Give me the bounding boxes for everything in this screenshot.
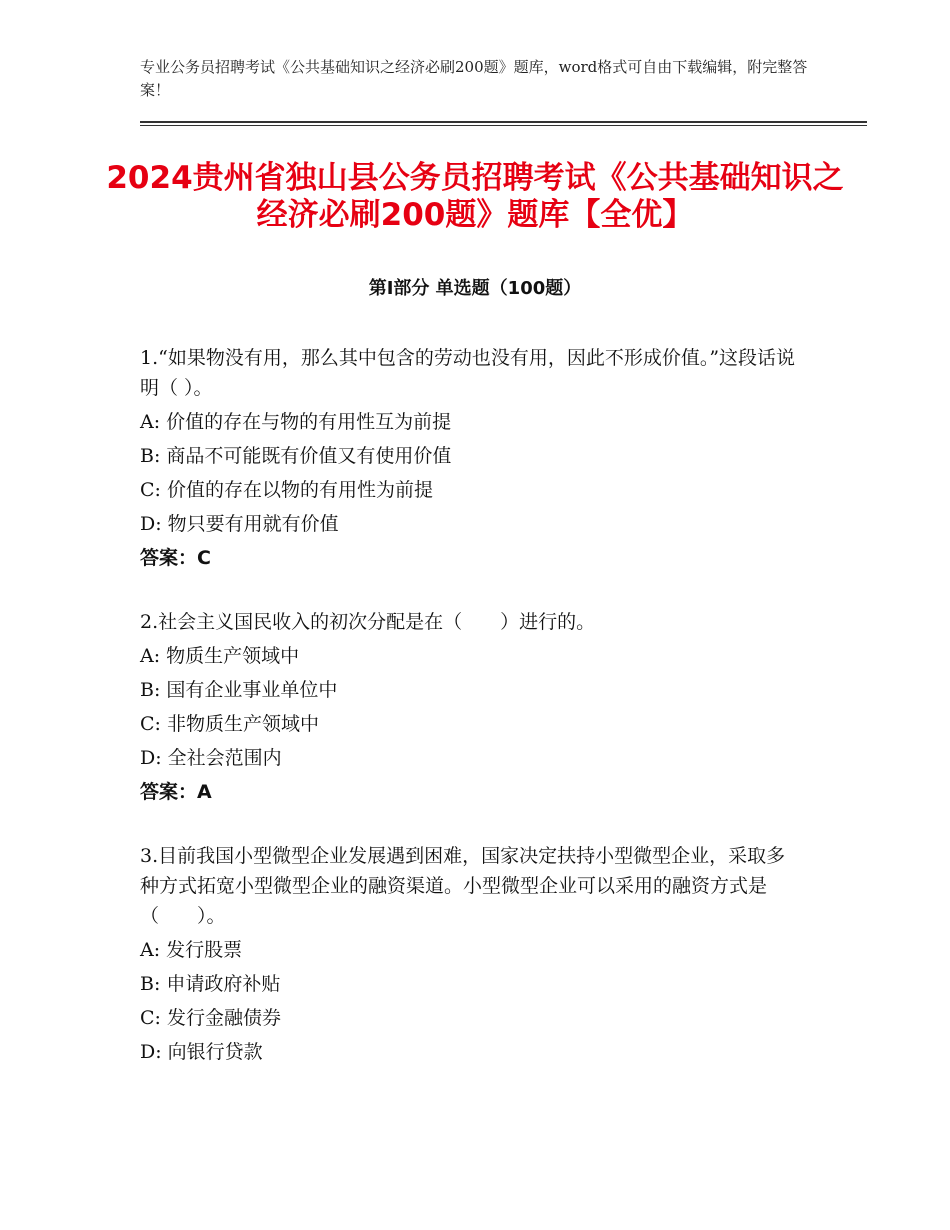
option-b: B: 商品不可能既有价值又有使用价值 <box>140 445 452 467</box>
answer-label: 答案：A <box>140 781 212 803</box>
question-list <box>140 343 800 1101</box>
question-item <box>140 607 800 807</box>
option-c: C: 非物质生产领域中 <box>140 713 319 735</box>
header-note: 专业公务员招聘考试《公共基础知识之经济必刷200题》题库，word格式可自由下载编辑，附完整答案！ <box>140 58 808 99</box>
question-stem: 1.“如果物没有用，那么其中包含的劳动也没有用，因此不形成价值。”这段话说明（ ）。 <box>140 347 796 399</box>
option-c: C: 发行金融债券 <box>140 1007 281 1029</box>
answer-label: 答案：C <box>140 547 211 569</box>
question-item <box>140 841 800 1067</box>
option-d: D: 物只要有用就有价值 <box>140 513 339 535</box>
option-d: D: 全社会范围内 <box>140 747 282 769</box>
header-divider-thick <box>140 121 867 123</box>
option-b: B: 申请政府补贴 <box>140 973 281 995</box>
option-a: A: 价值的存在与物的有用性互为前提 <box>140 411 452 433</box>
document-title: 2024贵州省独山县公务员招聘考试《公共基础知识之经济必刷200题》题库【全优】 <box>106 160 844 233</box>
header-divider-thin <box>140 125 867 126</box>
question-stem: 3.目前我国小型微型企业发展遇到困难，国家决定扶持小型微型企业，采取多种方式拓宽小型微型企业的融资渠道。小型微型企业可以采用的融资方式是（ ）。 <box>140 845 786 927</box>
question-stem: 2.社会主义国民收入的初次分配是在（ ）进行的。 <box>140 611 596 633</box>
option-b: B: 国有企业事业单位中 <box>140 679 338 701</box>
option-c: C: 价值的存在以物的有用性为前提 <box>140 479 433 501</box>
section-heading: 第Ⅰ部分 单选题（100题） <box>368 278 582 299</box>
question-item <box>140 343 800 573</box>
option-d: D: 向银行贷款 <box>140 1041 263 1063</box>
option-a: A: 物质生产领域中 <box>140 645 300 667</box>
option-a: A: 发行股票 <box>140 939 243 961</box>
